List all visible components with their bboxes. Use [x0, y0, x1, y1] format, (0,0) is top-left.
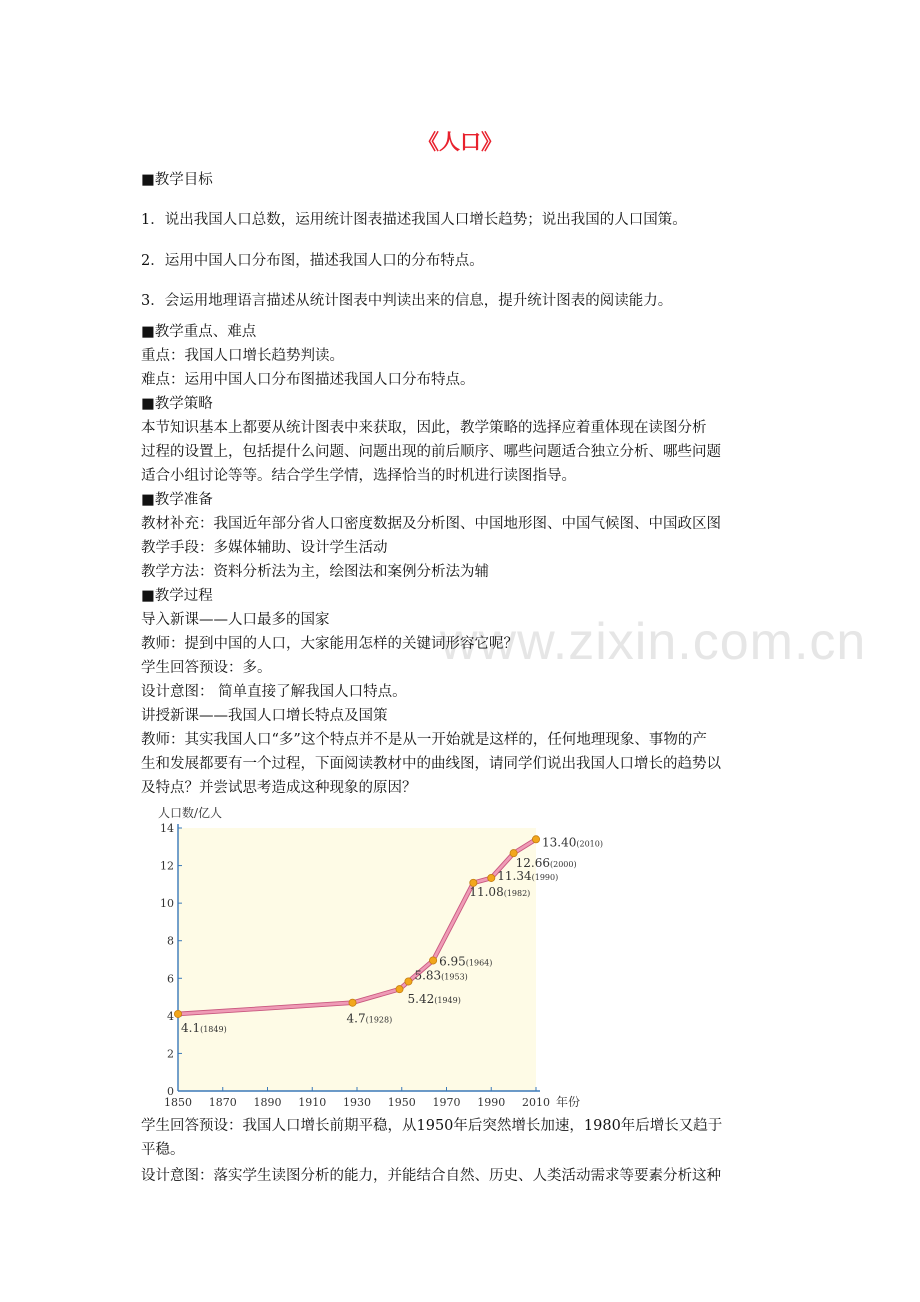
strategy-text-1: 本节知识基本上都要从统计图表中来获取，因此，教学策略的选择应着重体现在读图分析 — [141, 420, 707, 436]
data-point — [174, 1010, 181, 1017]
heading-key-points: ■教学重点、难点 — [141, 324, 257, 340]
student-answer: 学生回答预设：多。 — [141, 660, 272, 676]
new-lesson: 讲授新课——我国人口增长特点及国策 — [141, 708, 388, 724]
data-label: 13.40(2010) — [542, 835, 603, 850]
student-answer-2-line-2: 平稳。 — [141, 1142, 185, 1158]
intro-lesson: 导入新课——人口最多的国家 — [141, 612, 330, 628]
objective-1: 1．说出我国人口总数，运用统计图表描述我国人口增长趋势；说出我国的人口国策。 — [141, 212, 687, 228]
x-tick-label: 1850 — [164, 1096, 192, 1109]
teacher-text-1: 教师：其实我国人口“多”这个特点并不是从一开始就是这样的，任何地理现象、事物的产 — [141, 732, 707, 748]
x-tick-label: 1910 — [298, 1096, 327, 1109]
data-label: 11.34(1990) — [497, 868, 559, 883]
y-tick-label: 2 — [167, 1047, 174, 1061]
difficult-point: 难点：运用中国人口分布图描述我国人口分布特点。 — [141, 372, 475, 388]
data-point — [396, 986, 403, 993]
data-label-year: (1964) — [465, 958, 493, 968]
data-label-year: (1949) — [434, 996, 461, 1006]
heading-objectives: ■教学目标 — [141, 172, 213, 188]
y-tick-label: 14 — [160, 822, 174, 835]
data-point — [349, 999, 356, 1006]
x-tick-label: 1930 — [343, 1096, 371, 1109]
watermark: www.zixin.com.cn — [440, 613, 867, 671]
teacher-text-2: 生和发展都要有一个过程，下面阅读教材中的曲线图，请同学们说出我国人口增长的趋势以 — [141, 756, 721, 772]
data-label: 11.08(1982) — [469, 884, 531, 899]
data-label: 5.42(1949) — [407, 992, 461, 1007]
design-intent-2: 设计意图：落实学生读图分析的能力，并能结合自然、历史、人类活动需求等要素分析这种 — [141, 1168, 721, 1184]
data-label-year: (2000) — [549, 860, 577, 870]
x-axis-title: 年份 — [555, 1095, 580, 1109]
teacher-question: 教师：提到中国的人口，大家能用怎样的关键词形容它呢？ — [141, 636, 518, 652]
y-tick-label: 12 — [160, 859, 174, 873]
x-tick-label: 1970 — [432, 1096, 461, 1109]
heading-process: ■教学过程 — [141, 588, 213, 604]
heading-strategy: ■教学策略 — [141, 396, 213, 412]
page-title: 《人口》 — [418, 129, 502, 154]
objective-2: 2．运用中国人口分布图，描述我国人口的分布特点。 — [141, 253, 484, 269]
x-tick-label: 2010 — [522, 1096, 550, 1109]
data-label-year: (1849) — [200, 1024, 227, 1034]
x-tick-label: 1890 — [253, 1096, 282, 1109]
design-intent-1: 设计意图： 简单直接了解我国人口特点。 — [141, 684, 407, 700]
y-tick-label: 10 — [160, 897, 174, 911]
x-tick-label: 1990 — [477, 1096, 506, 1109]
y-axis-title: 人口数/亿人 — [158, 806, 223, 820]
data-point — [405, 978, 412, 985]
data-label-year: (1953) — [441, 972, 468, 982]
prep-methods: 教学方法：资料分析法为主，绘图法和案例分析法为辅 — [141, 564, 489, 580]
data-point — [429, 957, 436, 964]
x-tick-label: 1950 — [387, 1096, 416, 1109]
objective-3: 3．会运用地理语言描述从统计图表中判读出来的信息，提升统计图表的阅读能力。 — [141, 293, 673, 309]
strategy-text-2: 过程的设置上，包括提什么问题、问题出现的前后顺序、哪些问题适合独立分析、哪些问题 — [141, 444, 721, 460]
data-label: 5.83(1953) — [414, 968, 468, 983]
y-tick-label: 8 — [167, 934, 174, 948]
data-label-year: (1928) — [365, 1015, 393, 1025]
y-tick-label: 6 — [167, 972, 174, 986]
heading-preparation: ■教学准备 — [141, 492, 213, 508]
student-answer-2-line-1: 学生回答预设：我国人口增长前期平稳，从1950年后突然增长加速，1980年后增长又趋于 — [141, 1118, 723, 1134]
data-point — [488, 874, 495, 881]
data-label: 6.95(1964) — [439, 954, 493, 969]
prep-means: 教学手段：多媒体辅助、设计学生活动 — [141, 540, 388, 556]
y-tick-label: 4 — [167, 1009, 174, 1023]
data-label-year: (1982) — [503, 888, 531, 898]
data-label: 4.1(1849) — [181, 1020, 227, 1035]
y-tick-label: 0 — [167, 1085, 174, 1098]
data-point — [532, 836, 539, 843]
strategy-text-3: 适合小组讨论等等。结合学生学情，选择恰当的时机进行读图指导。 — [141, 468, 576, 484]
x-tick-label: 1870 — [208, 1096, 237, 1109]
data-label-year: (2010) — [576, 839, 603, 849]
data-label: 12.66(2000) — [515, 856, 577, 871]
data-label: 4.7(1928) — [346, 1011, 393, 1026]
prep-materials: 教材补充：我国近年部分省人口密度数据及分析图、中国地形图、中国气候图、中国政区图 — [141, 516, 721, 532]
teacher-text-3: 及特点？并尝试思考造成这种现象的原因？ — [141, 780, 417, 796]
key-point: 重点：我国人口增长趋势判读。 — [141, 348, 344, 364]
data-label-year: (1990) — [531, 872, 559, 882]
population-line-chart — [150, 800, 603, 1112]
